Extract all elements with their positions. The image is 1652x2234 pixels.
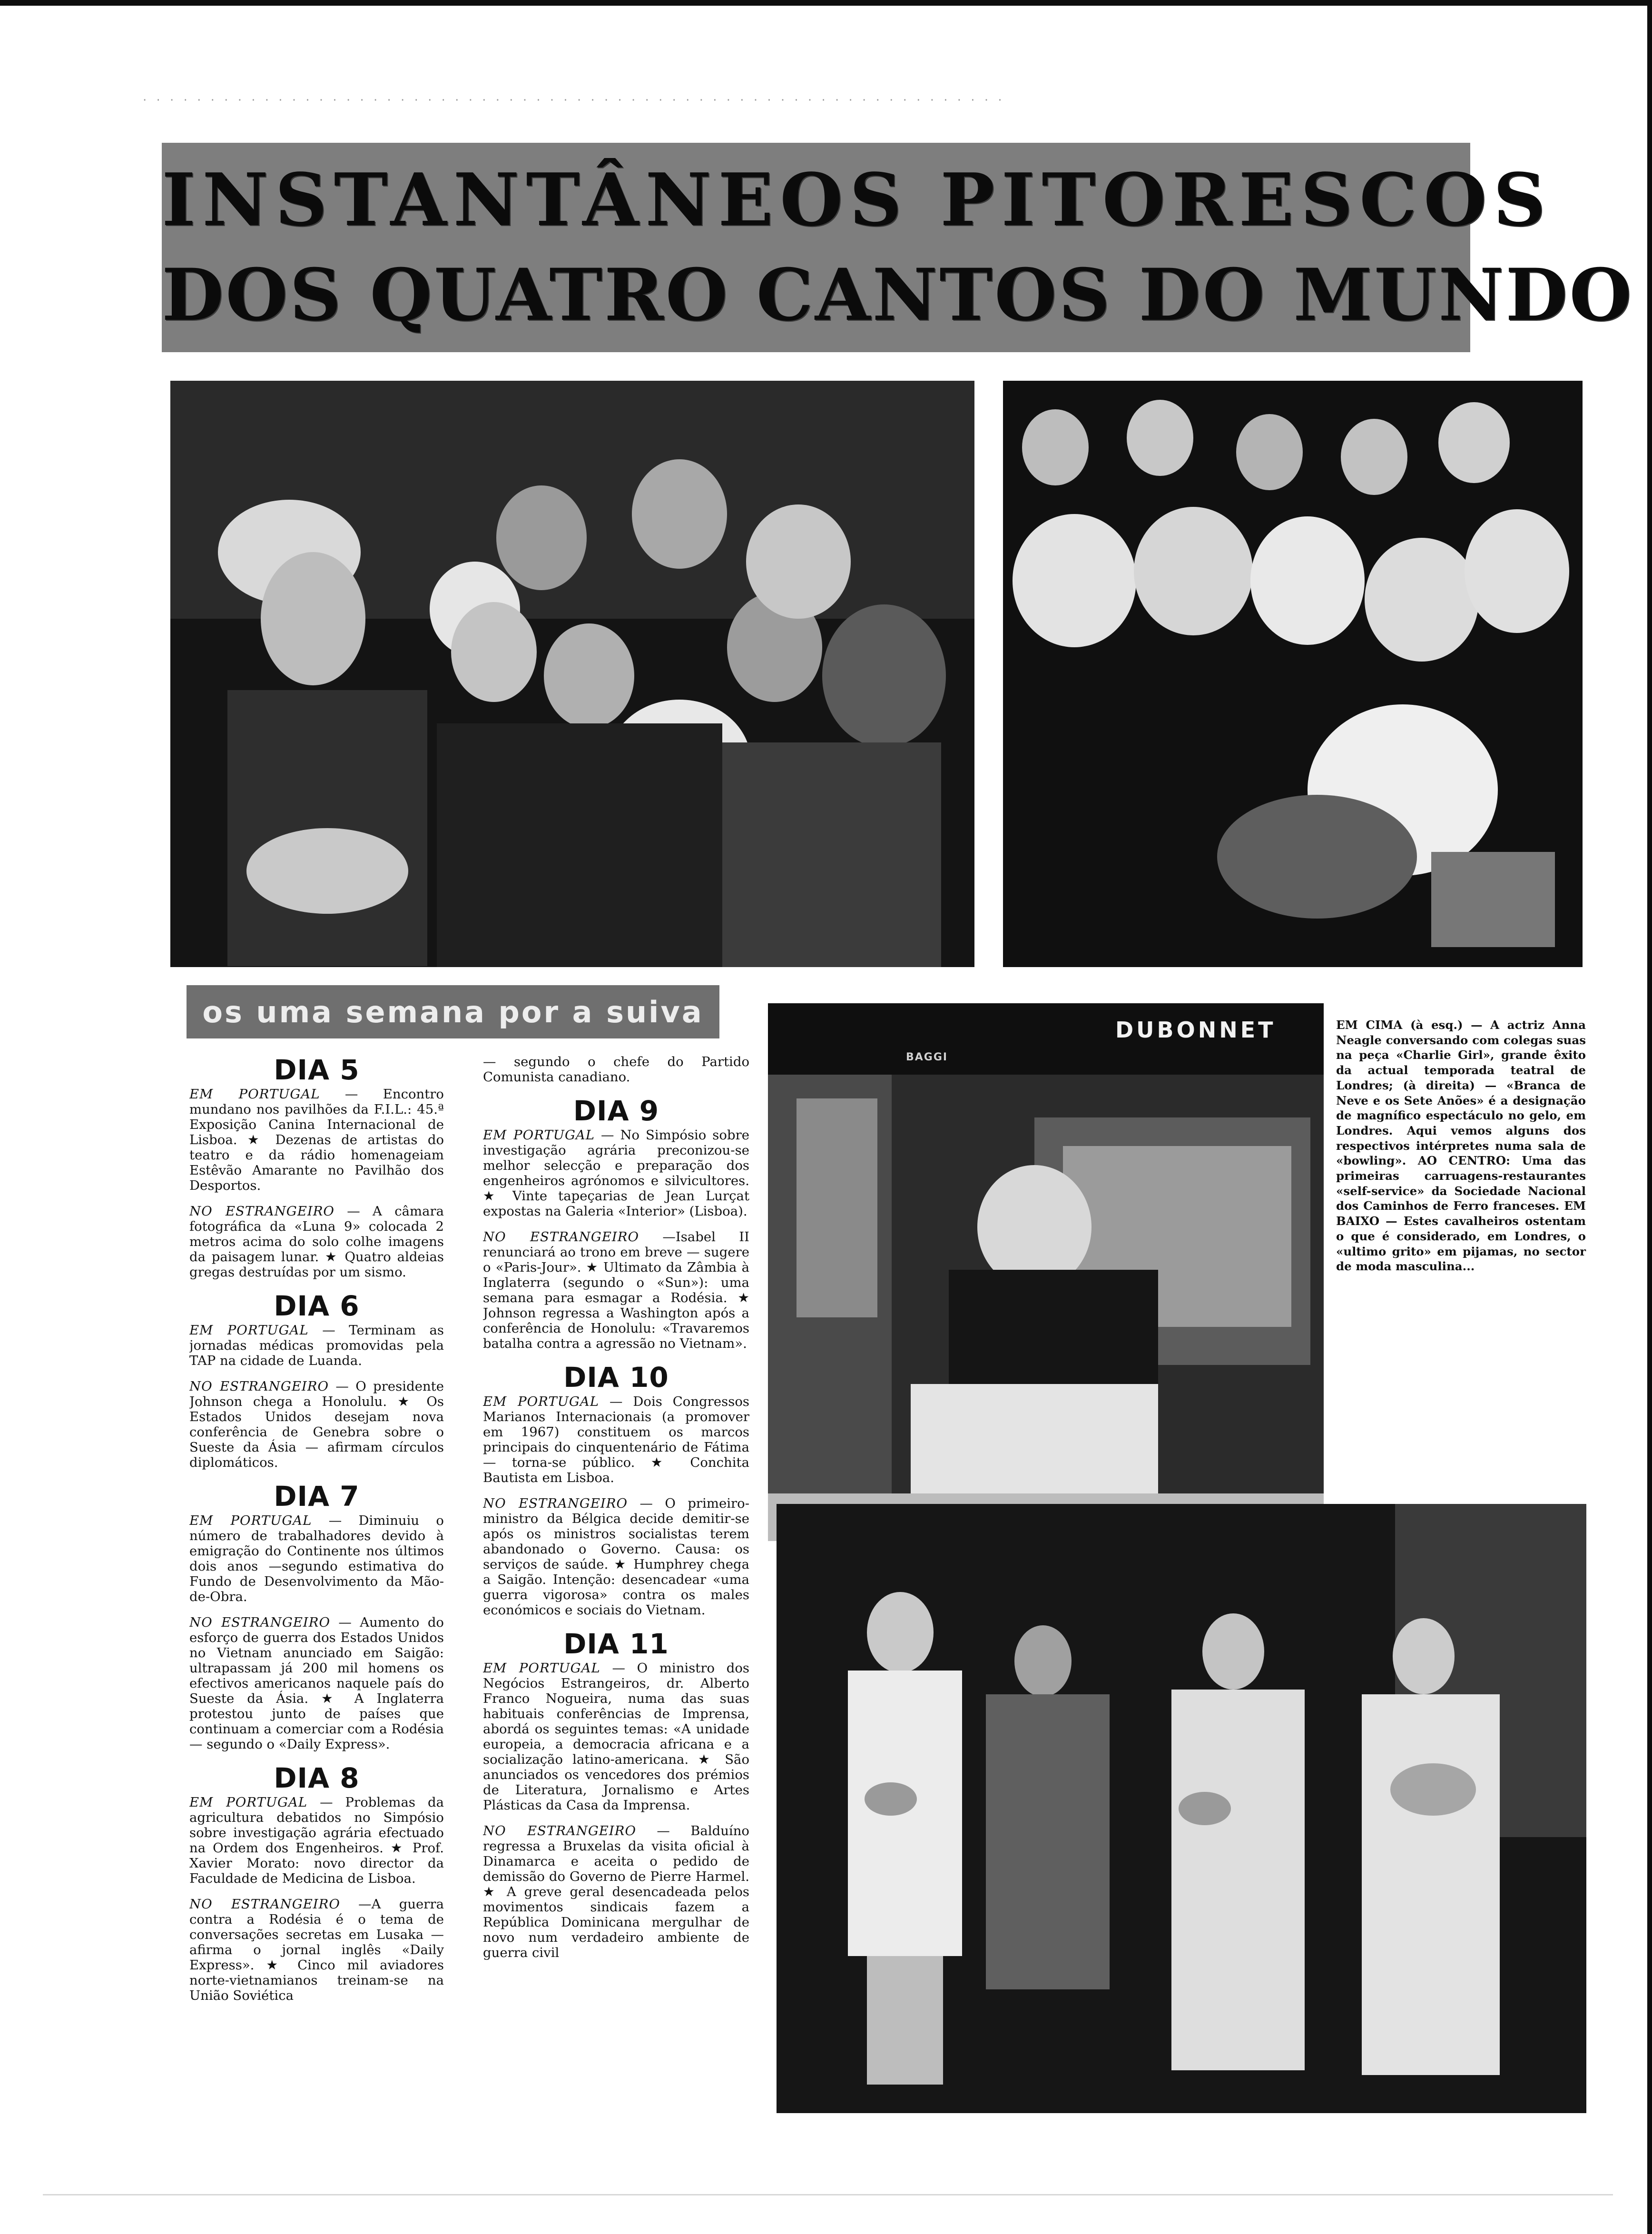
headline-line-2: DOS QUATRO CANTOS DO MUNDO (162, 253, 1633, 337)
diary-column-left (189, 1054, 444, 2115)
photo-snow-white-dwarfs (1003, 381, 1583, 967)
day-heading: DIA 11 (563, 1628, 669, 1660)
day-heading: DIA 9 (573, 1095, 659, 1127)
day-heading: DIA 10 (563, 1361, 669, 1394)
headline-line-1: INSTANTÂNEOS PITORESCOS (162, 157, 1553, 242)
photo-pyjamas-image (777, 1504, 1586, 2113)
scan-edge-line (43, 2194, 1613, 2195)
diary-entry: EM PORTUGAL — O ministro dos Negócios Estrangeiros, dr. Alberto Franco Nogueira, numa das suas habituais conferências de Imprensa, abordá os seguintes temas: «A unidade europeia, a democracia africana e a socialização latino-americana. ★ São anunciados os vencedores dos prémios de Literatura, Jornalismo e Artes Plásticas da Casa da Imprensa. (483, 1661, 749, 1813)
diary-entry: EM PORTUGAL — Terminam as jornadas médicas promovidas pela TAP na cidade de Luanda. (189, 1323, 444, 1368)
photo-snow-white-dwarfs-image (1003, 381, 1583, 967)
section-banner-text: os uma semana por a suiva (202, 994, 704, 1029)
diary-entry: NO ESTRANGEIRO — O presidente Johnson chega a Honolulu. ★ Os Estados Unidos desejam nova conferência de Genebra sobre o Sueste da Ásia — afirmam círculos diplomáticos. (189, 1379, 444, 1470)
diary-entry: NO ESTRANGEIRO — A câmara fotográfica da «Luna 9» colocada 2 metros acima do solo colhe imagens da paisagem lunar. ★ Quatro aldeias gregas destruídas por um sismo. (189, 1204, 444, 1280)
day-heading: DIA 7 (274, 1480, 360, 1512)
diary-entry: EM PORTUGAL — Diminuiu o número de trabalhadores devido à emigração do Continente nos últimos dois anos —segundo estimativa do Fundo de Desenvolvimento da Mão-de-Obra. (189, 1513, 444, 1604)
diary-entry: EM PORTUGAL — Encontro mundano nos pavilhões da F.I.L.: 45.ª Exposição Canina Internacional de Lisboa. ★ Dezenas de artistas do teatro e da rádio homenageiam Estêvão Amarante no Pavilhão dos Desportos. (189, 1087, 444, 1193)
diary-entry: NO ESTRANGEIRO — Aumento do esforço de guerra dos Estados Unidos no Vietnam anunciado em Saigão: ultrapassam já 200 mil homens os efectivos americanos naquele país do Sueste da Ásia. ★ A Inglaterra protestou junto de países que continuam a comerciar com a Rodésia — segundo o «Daily Express». (189, 1615, 444, 1752)
photo-restaurant-car (768, 1003, 1324, 1541)
photo-restaurant-car-image (768, 1003, 1324, 1541)
dubonnet-sign: DUBONNET (1115, 1017, 1276, 1043)
section-banner (187, 985, 719, 1038)
day-heading: DIA 5 (274, 1054, 360, 1086)
photo-caption: EM CIMA (à esq.) — A actriz Anna Neagle conversando com colegas suas na peça «Charlie Girl», grande êxito da actual temporada teatral de Londres; (à direita) — «Branca de Neve e os Sete Anões» é a designação de magnífico espectáculo no gelo, em Londres. Aqui vemos alguns dos respectivos intérpretes numa sala de «bowling». AO CENTRO: Uma das primeiras carruagens-restaurantes «self-service» da Sociedade Nacional dos Caminhos de Ferro franceses. EM BAIXO — Estes cavalheiros ostentam o que é considerado, em Londres, o «ultimo grito» em pijamas, no sector de moda masculina... (1336, 1018, 1586, 1274)
diary-entry: NO ESTRANGEIRO — Balduíno regressa a Bruxelas da visita oficial à Dinamarca e aceita o pedido de demissão do Governo de Pierre Harmel. ★ A greve geral desencadeada pelos movimentos sindicais fazem a República Dominicana mergulhar de novo num verdadeiro ambiente de guerra civil (483, 1823, 749, 1960)
baggage-sign: BAGGI (906, 1051, 948, 1063)
diary-column-middle (483, 1054, 749, 2115)
photo-actresses (170, 381, 974, 967)
diary-entry: NO ESTRANGEIRO —Isabel II renunciará ao trono em breve — sugere o «Paris-Jour». ★ Ultimato da Zâmbia à Inglaterra (segundo o «Sun»): uma semana para esmagar a Rodésia. ★ Johnson regressa a Washington após a conferência de Honolulu: «Travaremos batalha contra a agressão no Vietnam». (483, 1229, 749, 1351)
diary-entry: EM PORTUGAL — Dois Congressos Marianos Internacionais (a promover em 1967) constituem os marcos principais do cinquentenário de Fátima — torna-se público. ★ Conchita Bautista em Lisboa. (483, 1394, 749, 1485)
diary-entry: NO ESTRANGEIRO —A guerra contra a Rodésia é o tema de conversações secretas em Lusaka — afirma o jornal inglês «Daily Express». ★ Cinco mil aviadores norte-vietnamianos treinam-se na União Soviética (189, 1897, 444, 2003)
photo-actresses-image (170, 381, 974, 967)
diary-entry-continuation: — segundo o chefe do Partido Comunista canadiano. (483, 1054, 749, 1085)
photo-pyjamas (777, 1504, 1586, 2113)
diary-entry: EM PORTUGAL — No Simpósio sobre investigação agrária preconizou-se melhor selecção e preparação dos engenheiros agrónomos e silvicultores. ★ Vinte tapeçarias de Jean Lurçat expostas na Galeria «Interior» (Lisboa). (483, 1127, 749, 1219)
diary-entry: EM PORTUGAL — Problemas da agricultura debatidos no Simpósio sobre investigação agrária efectuado na Ordem dos Engenheiros. ★ Prof. Xavier Morato: novo director da Faculdade de Medicina de Lisboa. (189, 1795, 444, 1886)
diary-entry: NO ESTRANGEIRO — O primeiro-ministro da Bélgica decide demitir-se após os ministros socialistas terem abandonado o Governo. Causa: os serviços de saúde. ★ Humphrey chega a Saigão. Intenção: desencadear «uma guerra vigorosa» contra os males económicos e sociais do Vietnam. (483, 1496, 749, 1618)
page-headline (162, 143, 1633, 352)
day-heading: DIA 6 (274, 1290, 360, 1322)
running-head: · · · · · · · · · · · · · · · · · · · · · · · · · · · · · · · · · · · · · · · · · · · · · · · · · · · · · · · · · · · · · · · · (143, 93, 1005, 108)
day-heading: DIA 8 (274, 1762, 360, 1794)
